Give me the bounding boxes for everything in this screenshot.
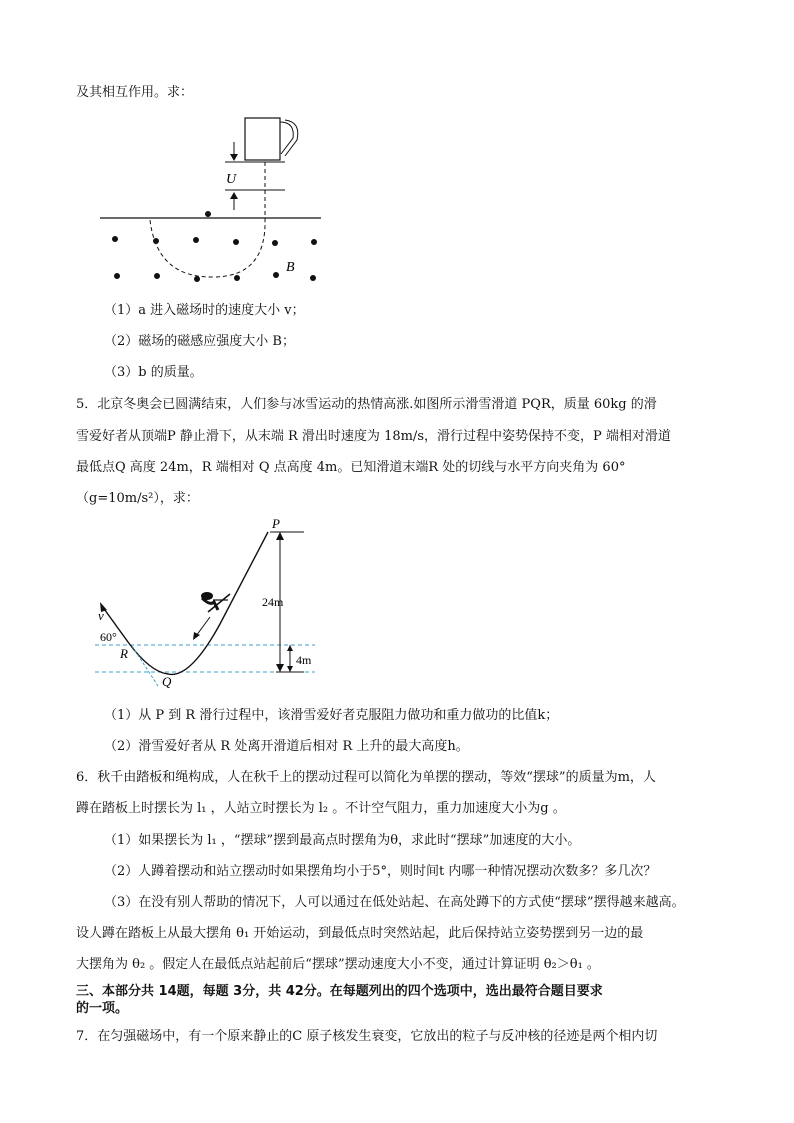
label-p: P xyxy=(272,516,280,531)
magnetic-field-figure xyxy=(95,112,335,292)
q4-part2: （2）磁场的磁感应强度大小 B； xyxy=(104,334,295,349)
q6-part1: （1）如果摆长为 l₁ ，“摆球”摆到最高点时摆角为θ，求此时“摆球”加速度的大小。 xyxy=(104,833,581,848)
skier-icon xyxy=(201,592,230,612)
q6-part2: （2）人蹲着摆动和站立摆动时如果摆角均小于5°，则时间t 内哪一种情况摆动次数多？多几次？ xyxy=(104,864,657,879)
section3-heading-line1: 三、本部分共 14题，每题 3分，共 42分。在每题列出的四个选项中，选出最符合题目要求 xyxy=(76,984,603,999)
intro-line: 及其相互作用。求： xyxy=(76,85,194,100)
label-r: R xyxy=(120,646,128,661)
section3-heading-line2: 的一项。 xyxy=(76,1001,129,1016)
q5-line1: 5．北京冬奥会已圆满结束，人们参与冰雪运动的热情高涨.如图所示滑雪滑道 PQR，质量 60kg 的滑 xyxy=(76,397,657,412)
label-q: Q xyxy=(162,674,172,689)
q7-line1: 7．在匀强磁场中，有一个原来静止的C 原子核发生衰变，它放出的粒子与反冲核的径迹是两个相内切 xyxy=(76,1029,658,1044)
q5-part2: （2）滑雪爱好者从 R 处离开滑道后相对 R 上升的最大高度h。 xyxy=(104,739,469,754)
q6-line1: 6．秋千由踏板和绳构成，人在秋千上的摆动过程可以简化为单摆的摆动，等效“摆球”的质量为m，人 xyxy=(76,770,656,785)
label-b: B xyxy=(286,260,295,275)
label-24m: 24m xyxy=(262,595,284,609)
q5-line4: （g=10m/s²），求： xyxy=(76,491,199,506)
q6-line2: 蹲在踏板上时摆长为 l₁ ，人站立时摆长为 l₂ 。不计空气阻力，重力加速度大小为g 。 xyxy=(76,801,566,816)
q5-part1: （1）从 P 到 R 滑行过程中，该滑雪爱好者克服阻力做功和重力做功的比值k； xyxy=(104,708,559,723)
q6-line4: 大摆角为 θ₂ 。假定人在最低点站起前后“摆球”摆动速度大小不变，通过计算证明 θ₂＞θ₁ 。 xyxy=(76,957,600,972)
label-4m: 4m xyxy=(296,653,312,667)
label-v: v xyxy=(98,608,104,623)
q6-line3: 设人蹲在踏板上从最大摆角 θ₁ 开始运动，到最低点时突然站起，此后保持站立姿势摆到另一边的最 xyxy=(76,926,644,941)
q4-part1: （1）a 进入磁场时的速度大小 v； xyxy=(104,303,305,318)
q4-part3: （3）b 的质量。 xyxy=(104,365,203,380)
q5-line2: 雪爱好者从顶端P 静止滑下，从末端 R 滑出时速度为 18m/s，滑行过程中姿势保持不变，P 端相对滑道 xyxy=(76,429,671,444)
label-60: 60° xyxy=(100,630,117,644)
q5-line3: 最低点Q 高度 24m，R 端相对 Q 点高度 4m。已知滑道末端R 处的切线与水平方向夹角为 60° xyxy=(76,460,626,475)
label-u: U xyxy=(226,172,237,187)
ski-slope-figure xyxy=(90,514,330,694)
q6-part3: （3）在没有别人帮助的情况下，人可以通过在低处站起、在高处蹲下的方式使“摆球”摆得越来越高。 xyxy=(104,895,685,910)
